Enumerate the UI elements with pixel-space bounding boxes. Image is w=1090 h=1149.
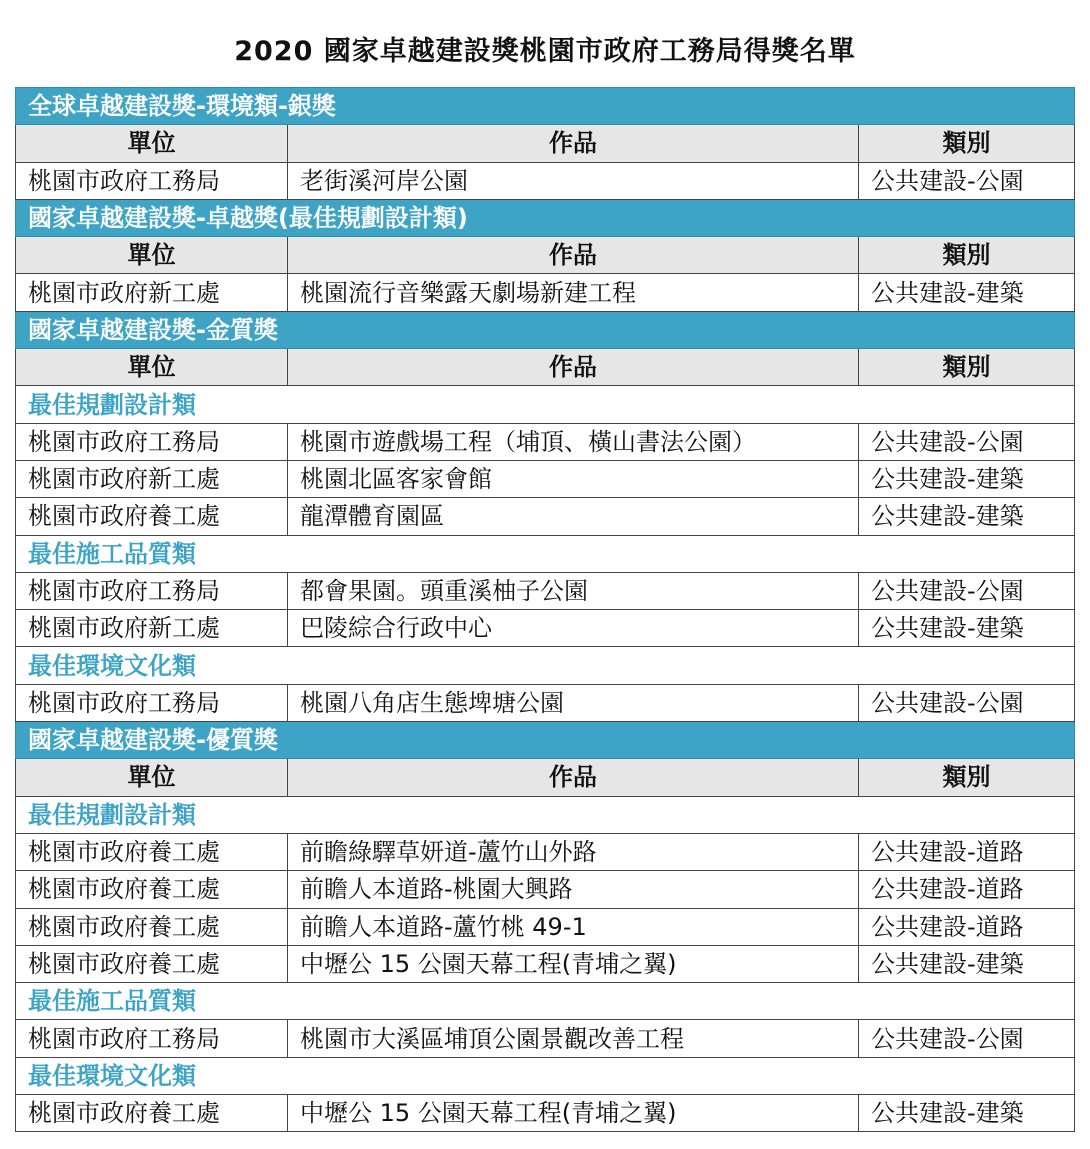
header-category: 類別 (859, 237, 1075, 274)
subcategory-row (16, 796, 1075, 833)
cell-work: 中壢公 15 公園天幕工程(青埔之翼) (288, 1095, 859, 1132)
cell-category: 公共建設-公園 (859, 1020, 1075, 1057)
cell-unit: 桃園市政府工務局 (16, 1020, 288, 1057)
header-unit: 單位 (16, 237, 288, 274)
cell-work: 巴陵綜合行政中心 (288, 610, 859, 647)
table-row (16, 460, 1075, 497)
header-unit: 單位 (16, 759, 288, 796)
subcategory-row (16, 1057, 1075, 1094)
cell-category: 公共建設-公園 (859, 684, 1075, 721)
table-row (16, 610, 1075, 647)
table-row (16, 1095, 1075, 1132)
section-heading-row (16, 199, 1075, 236)
cell-category: 公共建設-建築 (859, 945, 1075, 982)
header-category: 類別 (859, 125, 1075, 162)
cell-work: 前瞻人本道路-桃園大興路 (288, 871, 859, 908)
cell-work: 桃園流行音樂露天劇場新建工程 (288, 274, 859, 311)
section-heading: 全球卓越建設獎-環境類-銀獎 (16, 88, 1075, 125)
cell-unit: 桃園市政府工務局 (16, 423, 288, 460)
section-heading: 國家卓越建設獎-卓越獎(最佳規劃設計類) (16, 199, 1075, 236)
table-row (16, 423, 1075, 460)
table-row (16, 684, 1075, 721)
header-work: 作品 (288, 237, 859, 274)
subcategory-heading: 最佳規劃設計類 (16, 796, 1075, 833)
column-header-row (16, 125, 1075, 162)
cell-category: 公共建設-公園 (859, 423, 1075, 460)
cell-work: 龍潭體育園區 (288, 498, 859, 535)
subcategory-heading: 最佳環境文化類 (16, 1057, 1075, 1094)
subcategory-heading: 最佳規劃設計類 (16, 386, 1075, 423)
cell-work: 桃園市遊戲場工程（埔頂、橫山書法公園） (288, 423, 859, 460)
subcategory-row (16, 983, 1075, 1020)
subcategory-row (16, 535, 1075, 572)
cell-work: 前瞻綠驛草妍道-蘆竹山外路 (288, 833, 859, 870)
cell-category: 公共建設-建築 (859, 274, 1075, 311)
cell-work: 都會果園。頭重溪柚子公園 (288, 572, 859, 609)
subcategory-heading: 最佳環境文化類 (16, 647, 1075, 684)
cell-unit: 桃園市政府工務局 (16, 572, 288, 609)
cell-work: 前瞻人本道路-蘆竹桃 49-1 (288, 908, 859, 945)
header-unit: 單位 (16, 125, 288, 162)
column-header-row (16, 237, 1075, 274)
section-heading-row (16, 722, 1075, 759)
table-row (16, 498, 1075, 535)
award-table (15, 87, 1075, 1132)
header-work: 作品 (288, 125, 859, 162)
cell-unit: 桃園市政府養工處 (16, 498, 288, 535)
section-heading-row (16, 311, 1075, 348)
cell-work: 老街溪河岸公園 (288, 162, 859, 199)
cell-unit: 桃園市政府工務局 (16, 684, 288, 721)
header-category: 類別 (859, 349, 1075, 386)
cell-unit: 桃園市政府新工處 (16, 460, 288, 497)
cell-category: 公共建設-公園 (859, 162, 1075, 199)
header-category: 類別 (859, 759, 1075, 796)
cell-category: 公共建設-公園 (859, 572, 1075, 609)
section-heading: 國家卓越建設獎-金質獎 (16, 311, 1075, 348)
cell-unit: 桃園市政府養工處 (16, 1095, 288, 1132)
table-row (16, 1020, 1075, 1057)
table-row (16, 162, 1075, 199)
cell-work: 桃園北區客家會館 (288, 460, 859, 497)
cell-work: 中壢公 15 公園天幕工程(青埔之翼) (288, 945, 859, 982)
header-work: 作品 (288, 349, 859, 386)
column-header-row (16, 349, 1075, 386)
table-row (16, 871, 1075, 908)
table-row (16, 908, 1075, 945)
cell-unit: 桃園市政府養工處 (16, 871, 288, 908)
column-header-row (16, 759, 1075, 796)
cell-unit: 桃園市政府養工處 (16, 833, 288, 870)
cell-work: 桃園市大溪區埔頂公園景觀改善工程 (288, 1020, 859, 1057)
cell-work: 桃園八角店生態埤塘公園 (288, 684, 859, 721)
table-row (16, 945, 1075, 982)
subcategory-row (16, 386, 1075, 423)
table-row (16, 833, 1075, 870)
subcategory-heading: 最佳施工品質類 (16, 983, 1075, 1020)
cell-unit: 桃園市政府新工處 (16, 610, 288, 647)
section-heading: 國家卓越建設獎-優質獎 (16, 722, 1075, 759)
cell-unit: 桃園市政府工務局 (16, 162, 288, 199)
cell-category: 公共建設-道路 (859, 833, 1075, 870)
cell-unit: 桃園市政府養工處 (16, 908, 288, 945)
subcategory-row (16, 647, 1075, 684)
table-row (16, 274, 1075, 311)
cell-category: 公共建設-道路 (859, 871, 1075, 908)
cell-category: 公共建設-建築 (859, 1095, 1075, 1132)
cell-unit: 桃園市政府新工處 (16, 274, 288, 311)
header-work: 作品 (288, 759, 859, 796)
cell-category: 公共建設-建築 (859, 610, 1075, 647)
cell-category: 公共建設-建築 (859, 460, 1075, 497)
section-heading-row (16, 88, 1075, 125)
subcategory-heading: 最佳施工品質類 (16, 535, 1075, 572)
cell-category: 公共建設-建築 (859, 498, 1075, 535)
cell-category: 公共建設-道路 (859, 908, 1075, 945)
cell-unit: 桃園市政府養工處 (16, 945, 288, 982)
page-title: 2020 國家卓越建設獎桃園市政府工務局得獎名單 (234, 36, 856, 67)
header-unit: 單位 (16, 349, 288, 386)
table-row (16, 572, 1075, 609)
